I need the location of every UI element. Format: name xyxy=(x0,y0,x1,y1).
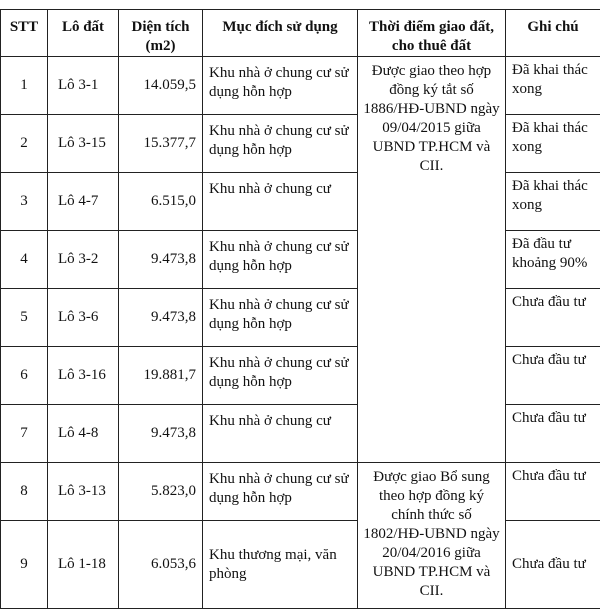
cell-note: Chưa đầu tư xyxy=(506,289,600,347)
cell-lot: Lô 3-15 xyxy=(48,115,119,173)
header-lot: Lô đất xyxy=(48,10,119,57)
header-purpose: Mục đích sử dụng xyxy=(203,10,358,57)
cell-note: Đã đầu tư khoảng 90% xyxy=(506,231,600,289)
cell-area: 6.053,6 xyxy=(119,521,203,609)
cell-lot: Lô 4-8 xyxy=(48,405,119,463)
cell-area: 5.823,0 xyxy=(119,463,203,521)
cell-stt: 6 xyxy=(1,347,48,405)
cell-purpose: Khu nhà ở chung cư sử dụng hỗn hợp xyxy=(203,289,358,347)
table-header-row xyxy=(1,10,600,57)
cell-purpose: Khu nhà ở chung cư sử dụng hỗn hợp xyxy=(203,463,358,521)
cell-stt: 5 xyxy=(1,289,48,347)
cell-area: 14.059,5 xyxy=(119,57,203,115)
cell-note: Chưa đầu tư xyxy=(506,405,600,463)
table-row xyxy=(1,231,600,289)
cell-purpose: Khu nhà ở chung cư sử dụng hỗn hợp xyxy=(203,115,358,173)
cell-stt: 4 xyxy=(1,231,48,289)
cell-lot: Lô 4-7 xyxy=(48,173,119,231)
table-row xyxy=(1,289,600,347)
table-row xyxy=(1,347,600,405)
cell-note: Chưa đầu tư xyxy=(506,463,600,521)
cell-time-group-1: Được giao theo hợp đồng ký tắt số 1886/HĐ-UBND ngày 09/04/2015 giữa UBND TP.HCM và CII. xyxy=(358,57,506,463)
cell-stt: 3 xyxy=(1,173,48,231)
cell-note: Chưa đầu tư xyxy=(506,521,600,609)
cell-purpose: Khu nhà ở chung cư xyxy=(203,173,358,231)
cell-note: Đã khai thác xong xyxy=(506,115,600,173)
cell-time-group-2: Được giao Bổ sung theo hợp đồng ký chính thức số 1802/HĐ-UBND ngày 20/04/2016 giữa UBND TP.HCM và CII. xyxy=(358,463,506,609)
cell-area: 9.473,8 xyxy=(119,231,203,289)
table-row xyxy=(1,57,600,115)
cell-area: 9.473,8 xyxy=(119,289,203,347)
header-note: Ghi chú xyxy=(506,10,600,57)
land-lot-table-container xyxy=(0,9,600,609)
cell-purpose: Khu nhà ở chung cư sử dụng hỗn hợp xyxy=(203,57,358,115)
cell-lot: Lô 3-16 xyxy=(48,347,119,405)
cell-note: Chưa đầu tư xyxy=(506,347,600,405)
cell-lot: Lô 1-18 xyxy=(48,521,119,609)
cell-area: 19.881,7 xyxy=(119,347,203,405)
land-lot-table xyxy=(0,9,600,609)
cell-note: Đã khai thác xong xyxy=(506,57,600,115)
table-row xyxy=(1,463,600,521)
cell-lot: Lô 3-1 xyxy=(48,57,119,115)
cell-lot: Lô 3-6 xyxy=(48,289,119,347)
cell-stt: 2 xyxy=(1,115,48,173)
header-area: Diện tích (m2) xyxy=(119,10,203,57)
cell-area: 9.473,8 xyxy=(119,405,203,463)
cell-purpose: Khu nhà ở chung cư xyxy=(203,405,358,463)
cell-stt: 8 xyxy=(1,463,48,521)
cell-note: Đã khai thác xong xyxy=(506,173,600,231)
cell-area: 15.377,7 xyxy=(119,115,203,173)
table-row xyxy=(1,173,600,231)
cell-stt: 7 xyxy=(1,405,48,463)
cell-lot: Lô 3-2 xyxy=(48,231,119,289)
cell-stt: 9 xyxy=(1,521,48,609)
cell-purpose: Khu nhà ở chung cư sử dụng hỗn hợp xyxy=(203,231,358,289)
cell-stt: 1 xyxy=(1,57,48,115)
table-row xyxy=(1,115,600,173)
header-time: Thời điểm giao đất, cho thuê đất xyxy=(358,10,506,57)
table-row xyxy=(1,521,600,609)
table-row xyxy=(1,405,600,463)
cell-area: 6.515,0 xyxy=(119,173,203,231)
header-stt: STT xyxy=(1,10,48,57)
cell-purpose: Khu thương mại, văn phòng xyxy=(203,521,358,609)
cell-purpose: Khu nhà ở chung cư sử dụng hỗn hợp xyxy=(203,347,358,405)
cell-lot: Lô 3-13 xyxy=(48,463,119,521)
